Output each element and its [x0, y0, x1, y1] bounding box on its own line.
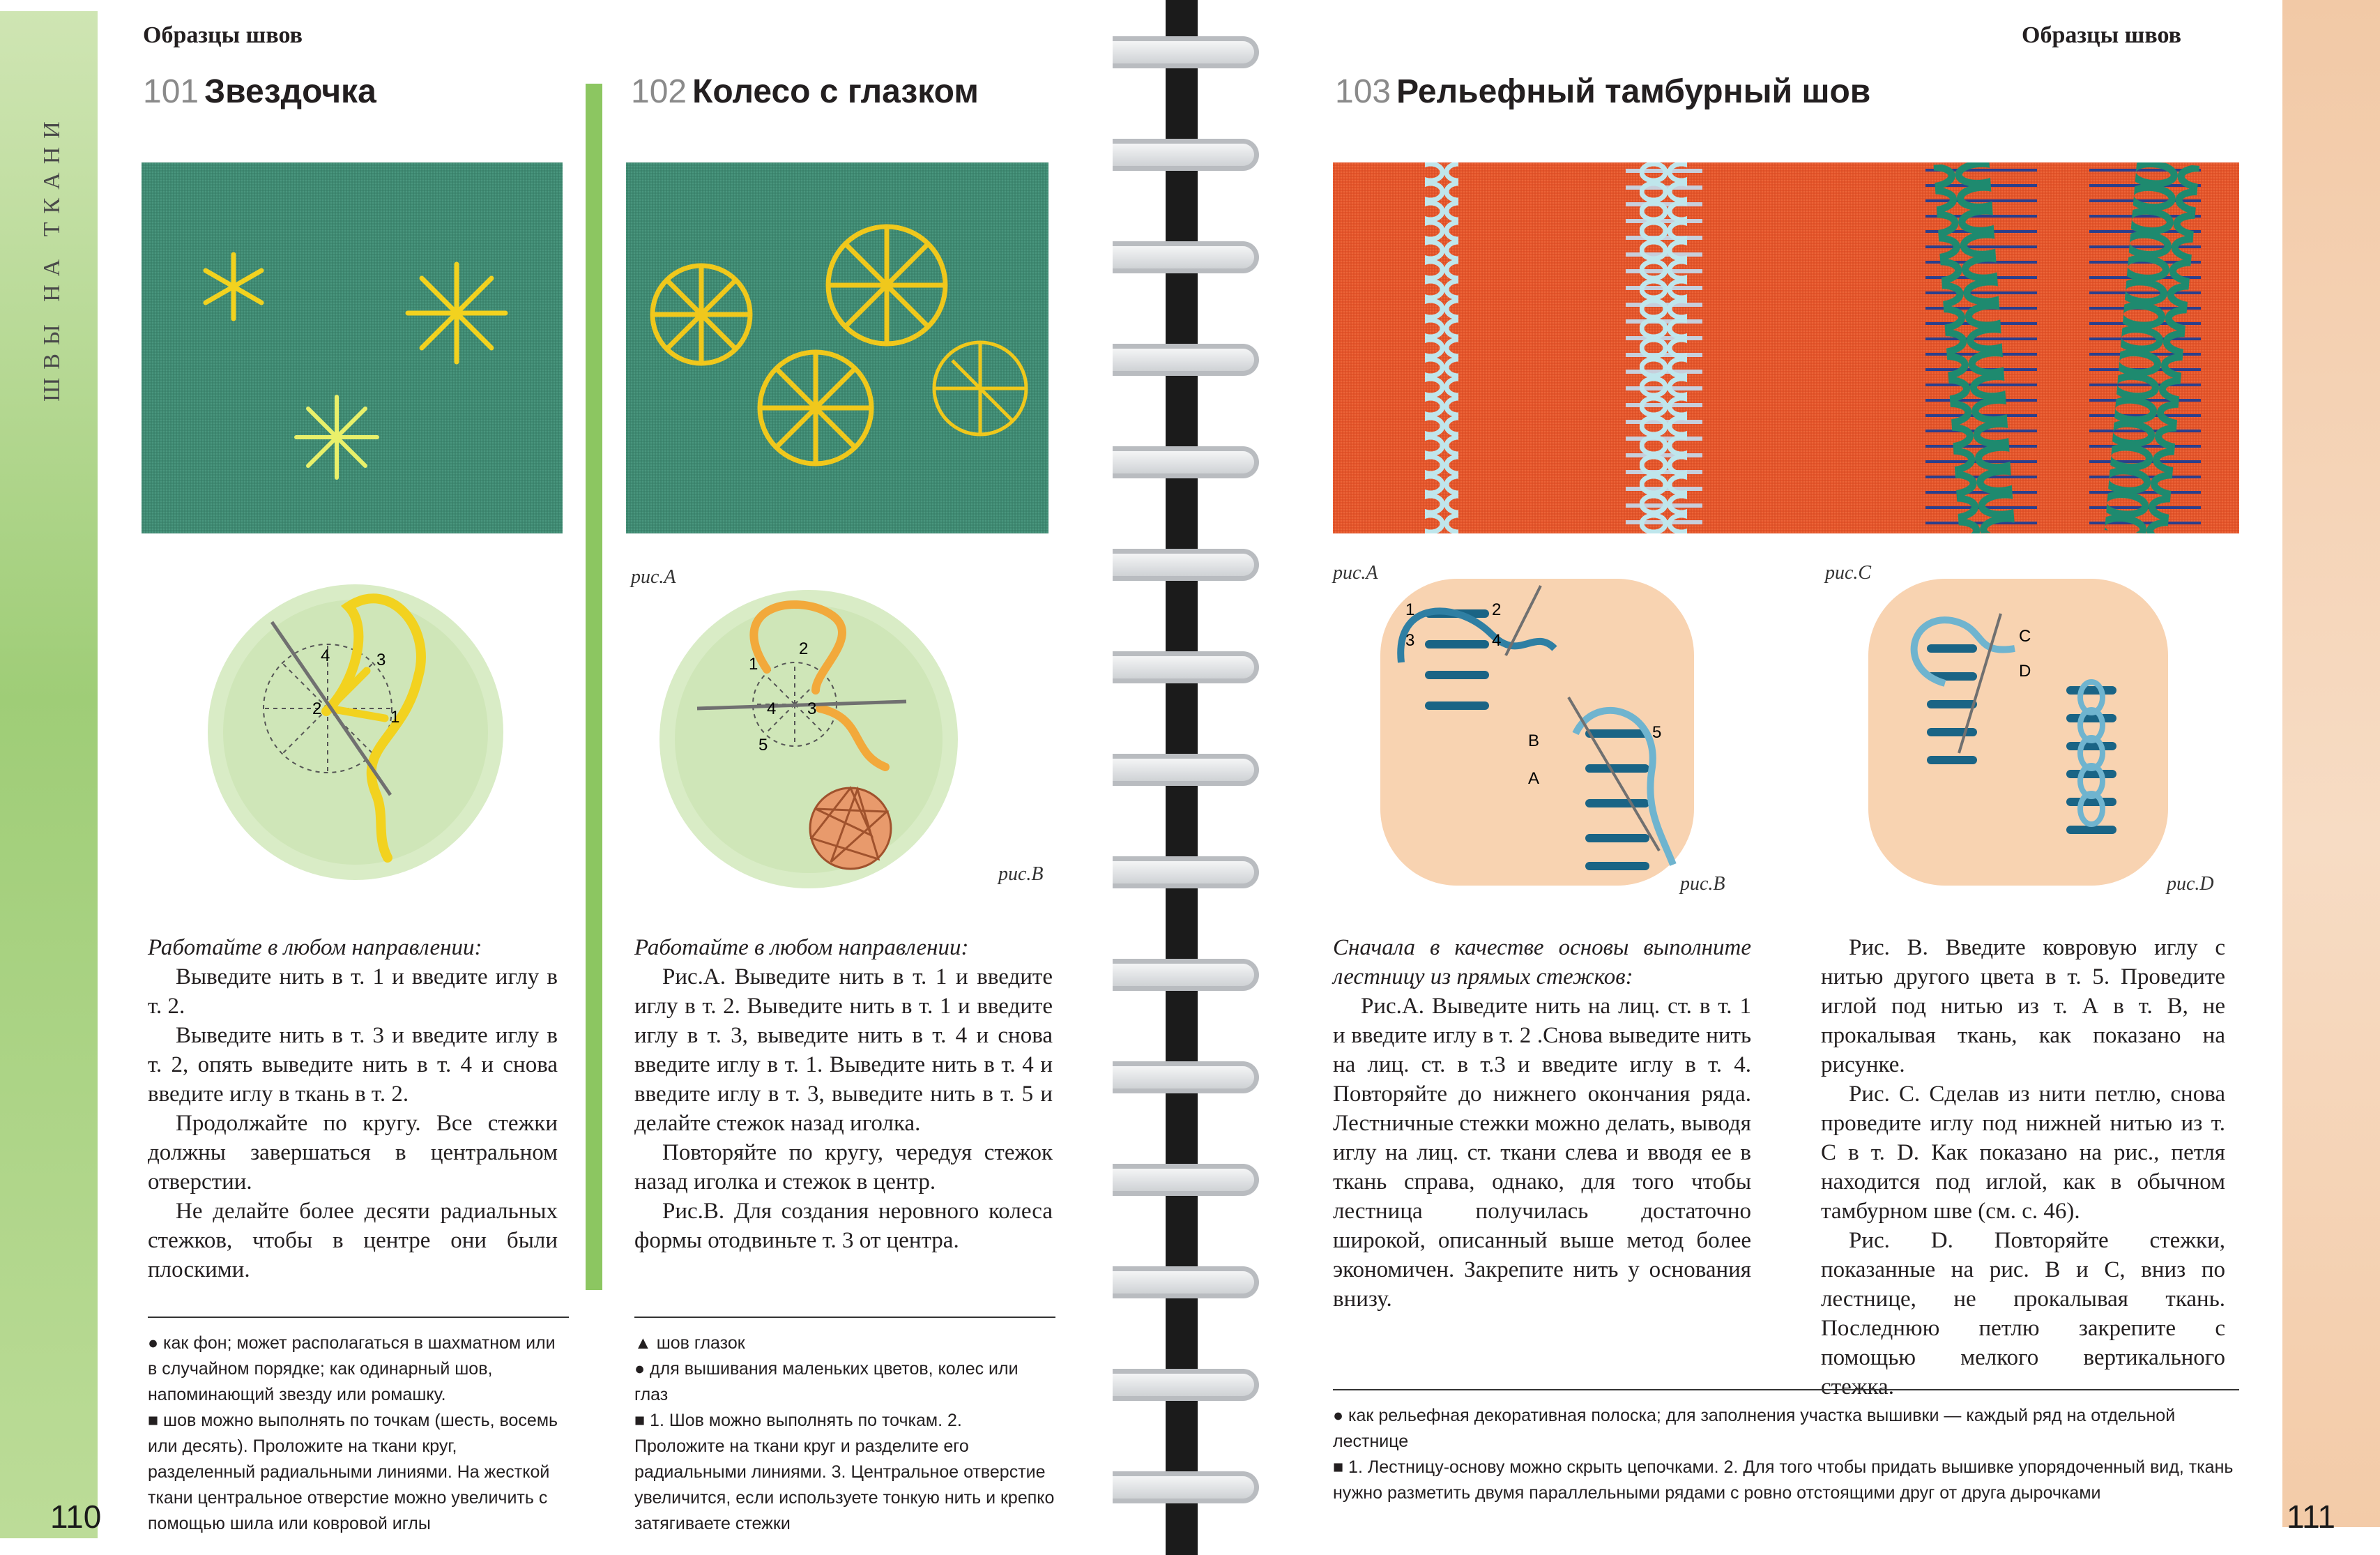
binding-ring: [1113, 344, 1259, 376]
figure-caption-d: рис.D: [2167, 873, 2214, 895]
stitch-103-title: [1335, 73, 1870, 111]
instructions-intro: Сначала в качестве основы выполните лестницу из прямых стежков:: [1333, 935, 1751, 989]
stitch-102-diagram: [655, 565, 1004, 907]
stitch-102-title: [631, 73, 979, 111]
note-usage: ● для вышивания маленьких цветов, колес или глаз: [634, 1359, 1019, 1404]
instruction-paragraph: Не делайте более десяти радиальных стежков, чтобы в центре они были плоскими.: [148, 1199, 558, 1282]
binding-ring: [1113, 36, 1259, 68]
diagram-label: 5: [758, 736, 768, 754]
left-side-tab: [0, 11, 98, 1538]
diagram-label: 2: [1492, 600, 1502, 619]
left-side-tab-label: ШВЫ НА ТКАНИ: [39, 113, 65, 402]
diagram-label: A: [1528, 769, 1540, 788]
binding-ring: [1113, 241, 1259, 273]
stitch-102-photo: [626, 162, 1048, 533]
stitch-101-diagram: [202, 565, 523, 893]
instruction-paragraph: Рис.А. Выведите нить на лиц. ст. в т. 1 и введите иглу в т. 2 .Снова выведите нить на лиц. ст. в т.3 и введите иглу в т. 4. Повторяйте до нижнего окончания ряда. Лестничные стежки можно делать, выводя иглу на лиц. ст. ткани слева и вводя ее в ткань справа, однако, для того чтобы лестница получилась достаточно широкой, описанный выше метод более экономичен. Закрепите нить у основания внизу.: [1333, 994, 1751, 1312]
stitch-102-instructions: [634, 933, 1053, 1255]
diagram-label: 4: [1492, 631, 1502, 650]
stitch-name: Колесо с глазком: [692, 73, 979, 110]
figure-caption-c: рис.С: [1825, 562, 1872, 584]
binding-ring: [1113, 1369, 1259, 1401]
binding-ring: [1113, 549, 1259, 581]
stitch-number: 102: [631, 73, 687, 110]
stitch-101-photo: [142, 162, 563, 533]
instruction-paragraph: Рис.А. Выведите нить в т. 1 и введите иглу в т. 2. Выведите нить в т. 1 и введите иглу в т. 3, выведите нить в т. 4 и снова введите иглу в т. 1. Выведите нить в т. 4 и введите иглу в т. 3, выведите нить в т. 5 и делайте стежок назад иголка.: [634, 964, 1053, 1136]
stitch-102-notes: [634, 1317, 1055, 1537]
binding-ring: [1113, 139, 1259, 171]
diagram-label: C: [2019, 627, 2031, 646]
diagram-label: B: [1528, 731, 1540, 750]
figure-caption-a: рис.А: [1333, 562, 1378, 584]
binding-ring: [1113, 446, 1259, 478]
diagram-label: 1: [749, 655, 758, 674]
stitch-103-notes: [1333, 1389, 2239, 1506]
binding-ring: [1113, 1164, 1259, 1196]
binding-ring: [1113, 856, 1259, 888]
diagram-label: 4: [767, 699, 777, 718]
diagram-label: 3: [1405, 631, 1415, 650]
stitch-101-title: [143, 73, 376, 111]
diagram-label: 2: [799, 639, 809, 658]
diagram-label: 1: [390, 708, 400, 727]
instruction-paragraph: Выведите нить в т. 1 и введите иглу в т. 2.: [148, 964, 558, 1019]
stitch-number: 101: [143, 73, 199, 110]
binding-ring: [1113, 1266, 1259, 1298]
instruction-paragraph: Рис. D. Повторяйте стежки, показанные на рис. В и С, вниз по лестнице, не прокалывая ткань. Последнюю петлю закрепите с помощью мелкого вертикального стежка.: [1821, 1228, 2225, 1400]
stitch-103-diagram-ab: [1366, 572, 1757, 900]
instructions-intro: Работайте в любом направлении:: [148, 935, 482, 960]
page-number-right: 111: [2287, 1499, 2335, 1535]
note-usage: ● как рельефная декоративная полоска; для заполнения участка вышивки — каждый ряд на отдельной лестнице: [1333, 1406, 2176, 1451]
binding-ring: [1113, 1061, 1259, 1093]
instruction-paragraph: Рис.В. Для создания неровного колеса формы отодвиньте т. 3 от центра.: [634, 1199, 1053, 1253]
note-tip: ■ 1. Шов можно выполнять по точкам. 2. Проложите на ткани круг и разделите его радиальными линиями. 3. Центральное отверстие увеличится, если используете тонкую нить и крепко затягиваете стежки: [634, 1411, 1055, 1533]
instruction-paragraph: Выведите нить в т. 3 и введите иглу в т. 2, опять выведите нить в т. 4 и снова введите иглу в ткань в т. 2.: [148, 1023, 558, 1107]
diagram-label: 3: [376, 651, 386, 669]
stitch-101-notes: [148, 1317, 569, 1537]
figure-caption-b: рис.В: [1680, 873, 1725, 895]
instructions-intro: Работайте в любом направлении:: [634, 935, 969, 960]
stitch-103-photo: [1333, 162, 2239, 533]
instruction-paragraph: Рис. С. Сделав из нити петлю, снова проведите иглу под нижней нитью из т. С в т. D. Как показано на рис., петля находится под иглой, как в обычном тамбурном шве (см. с. 46).: [1821, 1082, 2225, 1224]
diagram-label: 2: [312, 699, 322, 718]
instruction-paragraph: Рис. В. Введите ковровую иглу с нитью другого цвета в т. 5. Проведите иглой под нитью из т. А в т. В, не прокалывая ткань, как показано на рисунке.: [1821, 935, 2225, 1077]
diagram-label: 4: [321, 646, 330, 665]
binding-ring: [1113, 651, 1259, 683]
stitch-103-diagram-cd: [1854, 572, 2217, 900]
stitch-101-instructions: [148, 933, 558, 1284]
diagram-label: 1: [1405, 600, 1415, 619]
note-tip: ■ 1. Лестницу-основу можно скрыть цепочками. 2. Для того чтобы придать вышивке упорядоченный вид, ткань нужно разметить двумя параллельными рядами с ровно отстоящими друг от друга дырочками: [1333, 1457, 2234, 1503]
binding-ring: [1113, 754, 1259, 786]
instruction-paragraph: Повторяйте по кругу, чередуя стежок назад иголка и стежок в центр.: [634, 1140, 1053, 1194]
figure-caption-a: рис.А: [631, 566, 676, 588]
page-number-left: 110: [50, 1499, 102, 1535]
page-header-right: Образцы швов: [2022, 22, 2182, 48]
column-divider-bar: [586, 84, 602, 1290]
diagram-label: D: [2019, 662, 2031, 681]
binding-ring: [1113, 959, 1259, 991]
note-usage: ● как фон; может располагаться в шахматном или в случайном порядке; как одинарный шов, напоминающий звезду или ромашку.: [148, 1333, 556, 1404]
stitch-number: 103: [1335, 73, 1391, 110]
diagram-label: 3: [807, 699, 817, 718]
instruction-paragraph: Продолжайте по кругу. Все стежки должны завершаться в центральном отверстии.: [148, 1111, 558, 1194]
stitch-name: Рельефный тамбурный шов: [1396, 73, 1871, 110]
page-header-left: Образцы швов: [143, 22, 303, 48]
diagram-label: 5: [1652, 723, 1662, 742]
note-alias: ▲ шов глазок: [634, 1333, 745, 1353]
binding-ring: [1113, 1471, 1259, 1503]
figure-caption-b: рис.В: [998, 863, 1044, 885]
note-tip: ■ шов можно выполнять по точкам (шесть, восемь или десять). Проложите на ткани круг, разделенный радиальными линиями. На жесткой ткани центральное отверстие можно увеличить с помощью шила или ковровой иглы: [148, 1411, 558, 1533]
stitch-103-instructions-col1: [1333, 933, 1751, 1314]
stitch-103-instructions-col2: [1821, 933, 2225, 1402]
stitch-name: Звездочка: [204, 73, 376, 110]
right-side-tab: [2282, 0, 2380, 1527]
